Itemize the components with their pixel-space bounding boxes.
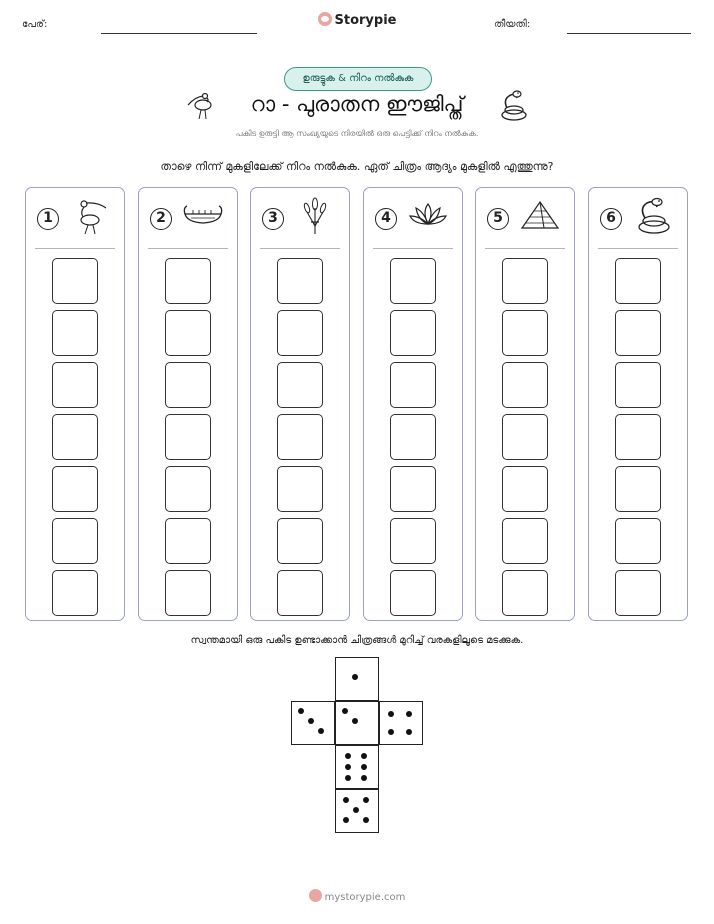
color-box[interactable] — [615, 258, 661, 304]
dice-pip — [343, 817, 349, 823]
dice-pip — [345, 764, 351, 770]
color-box[interactable] — [165, 466, 211, 512]
color-box[interactable] — [165, 310, 211, 356]
dice-pip — [342, 708, 348, 714]
date-label: തീയതി: — [494, 19, 531, 30]
color-box[interactable] — [390, 362, 436, 408]
dice-pip — [388, 711, 394, 717]
color-box[interactable] — [390, 466, 436, 512]
footer-url[interactable]: mystorypie.com — [324, 892, 406, 903]
column-2 — [138, 187, 238, 621]
column-divider — [260, 248, 340, 249]
color-box[interactable] — [502, 310, 548, 356]
color-box[interactable] — [165, 258, 211, 304]
color-box[interactable] — [502, 362, 548, 408]
color-box[interactable] — [52, 414, 98, 460]
color-box[interactable] — [390, 570, 436, 616]
dice-pip — [361, 764, 367, 770]
activity-badge: ഉരുട്ടുക & നിറം നൽകുക — [284, 67, 432, 91]
color-box[interactable] — [52, 362, 98, 408]
dice-pip — [345, 775, 351, 781]
brand-logo — [0, 12, 714, 28]
color-box[interactable] — [277, 466, 323, 512]
instruction: താഴെ നിന്ന് മുകളിലേക്ക് നിറം നൽകുക. ഏത് ചിത്രം ആദ്യം മുകളിൽ എത്തുന്നു? — [160, 160, 554, 173]
snake-icon — [633, 196, 673, 236]
dice-pip — [343, 797, 349, 803]
color-box[interactable] — [165, 414, 211, 460]
color-box[interactable] — [165, 518, 211, 564]
page-title: റാ - പുരാതന ഈജിപ്ത് — [250, 92, 464, 116]
lotus-icon — [408, 196, 448, 236]
dice-pip — [361, 753, 367, 759]
color-box[interactable] — [615, 518, 661, 564]
color-box[interactable] — [52, 310, 98, 356]
dice-pip — [388, 729, 394, 735]
color-box[interactable] — [390, 518, 436, 564]
color-box[interactable] — [615, 362, 661, 408]
column-number: 3 — [262, 208, 284, 230]
color-box[interactable] — [277, 570, 323, 616]
wheat-icon — [295, 196, 335, 236]
column-4 — [363, 187, 463, 621]
color-box[interactable] — [277, 310, 323, 356]
color-box[interactable] — [52, 466, 98, 512]
color-box[interactable] — [390, 310, 436, 356]
dice-face-4 — [379, 701, 423, 745]
storypie-logo-icon — [318, 12, 332, 26]
color-box[interactable] — [165, 362, 211, 408]
dice-pip — [406, 711, 412, 717]
storypie-logo-icon — [309, 889, 322, 902]
dice-pip — [352, 718, 358, 724]
color-box[interactable] — [502, 518, 548, 564]
column-6 — [588, 187, 688, 621]
column-divider — [373, 248, 453, 249]
footer — [0, 889, 714, 903]
dice-face-5 — [335, 789, 379, 833]
dice-face-2 — [335, 701, 379, 745]
dice-pip — [298, 708, 304, 714]
column-divider — [35, 248, 115, 249]
pyramid-icon — [520, 196, 560, 236]
dice-pip — [308, 718, 314, 724]
color-box[interactable] — [502, 258, 548, 304]
column-number: 1 — [37, 208, 59, 230]
color-box[interactable] — [502, 414, 548, 460]
date-field[interactable] — [567, 33, 691, 34]
name-field[interactable] — [101, 33, 257, 34]
color-box[interactable] — [615, 414, 661, 460]
color-box[interactable] — [277, 258, 323, 304]
color-box[interactable] — [615, 570, 661, 616]
color-box[interactable] — [390, 258, 436, 304]
color-box[interactable] — [52, 518, 98, 564]
dice-pip — [363, 797, 369, 803]
dice-face-6 — [335, 745, 379, 789]
column-divider — [148, 248, 228, 249]
dice-pip — [318, 728, 324, 734]
column-1 — [25, 187, 125, 621]
column-5 — [475, 187, 575, 621]
color-box[interactable] — [277, 362, 323, 408]
color-box[interactable] — [52, 570, 98, 616]
color-box[interactable] — [277, 414, 323, 460]
dice-face-1 — [335, 657, 379, 701]
color-box[interactable] — [615, 466, 661, 512]
dice-face-3 — [291, 701, 335, 745]
dice-pip — [361, 775, 367, 781]
color-box[interactable] — [502, 570, 548, 616]
column-divider — [485, 248, 565, 249]
column-number: 4 — [375, 208, 397, 230]
make-dice-instruction: സ്വന്തമായി ഒരു പകിട ഉണ്ടാക്കാൻ ചിത്രങ്ങൾ മുറിച്ച് വരകളിലൂടെ മടക്കുക. — [190, 635, 524, 646]
dice-pip — [345, 753, 351, 759]
dice-pip — [363, 817, 369, 823]
column-number: 6 — [600, 208, 622, 230]
subtitle: പകിട ഉരുട്ടി ആ സംഖ്യയുടെ നിരയിൽ ഒരു പെട്ടിക്ക് നിറം നൽകുക. — [235, 129, 479, 138]
column-number: 2 — [150, 208, 172, 230]
brand-name: Storypie — [334, 13, 397, 28]
color-box[interactable] — [165, 570, 211, 616]
boat-icon — [183, 196, 223, 236]
snake-icon — [497, 88, 529, 122]
color-box[interactable] — [615, 310, 661, 356]
dice-pip — [353, 807, 359, 813]
column-number: 5 — [487, 208, 509, 230]
color-box[interactable] — [502, 466, 548, 512]
color-box[interactable] — [277, 518, 323, 564]
name-label: പേര്: — [22, 19, 48, 30]
column-3 — [250, 187, 350, 621]
ibis-icon — [70, 196, 110, 236]
column-divider — [598, 248, 678, 249]
color-box[interactable] — [390, 414, 436, 460]
color-box[interactable] — [52, 258, 98, 304]
dice-pip — [352, 674, 358, 680]
dice-pip — [406, 729, 412, 735]
